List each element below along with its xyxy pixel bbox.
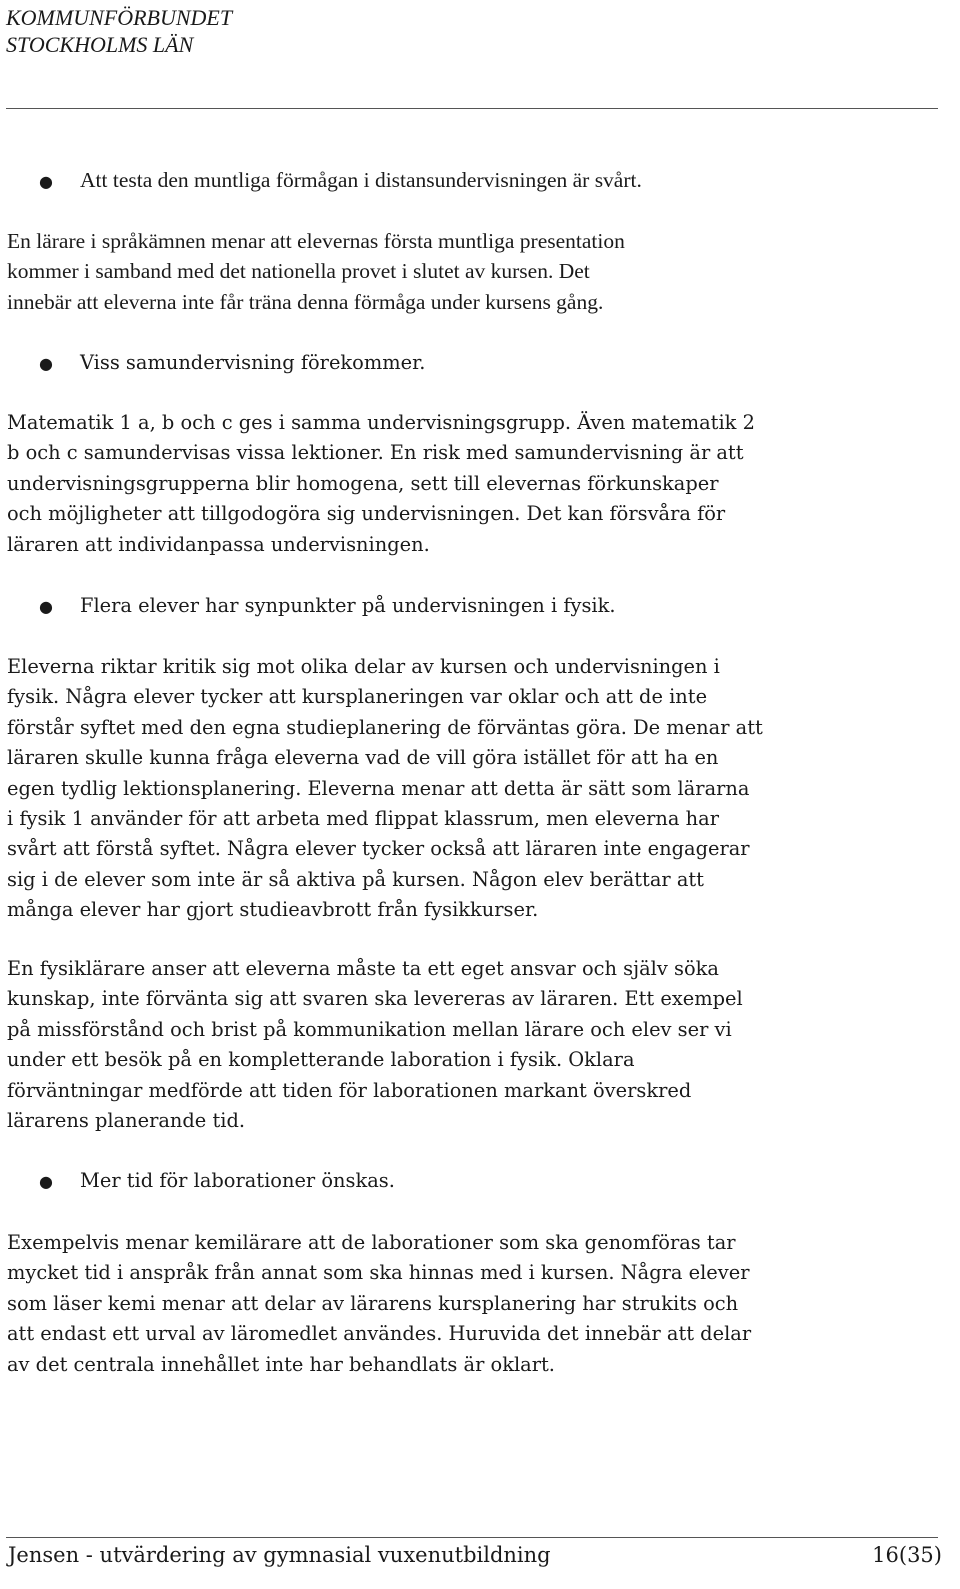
paragraph-line: kommer i samband med det nationella provet i slutet av kursen. Det: [7, 259, 590, 284]
bullet-text: Att testa den muntliga förmågan i distansundervisningen är svårt.: [80, 168, 642, 192]
bullet-item: [7, 1166, 395, 1197]
paragraph-line: Matematik 1 a, b och c ges i samma undervisningsgrupp. Även matematik 2: [7, 411, 755, 434]
paragraph: [7, 408, 807, 560]
header-organization-line2: STOCKHOLMS LÄN: [6, 32, 194, 57]
header-organization-line1: KOMMUNFÖRBUNDET: [6, 5, 233, 30]
paragraph-line: och möjligheter att tillgodogöra sig undervisningen. Det kan försvåra för: [7, 502, 726, 526]
paragraph-line: b och c samundervisas vissa lektioner. En risk med samundervisning är att: [7, 441, 744, 465]
paragraph-line: under ett besök på en kompletterande laboration i fysik. Oklara: [7, 1048, 635, 1072]
paragraph-line: sig i de elever som inte är så aktiva på kursen. Någon elev berättar att: [7, 867, 704, 891]
paragraph-line: på missförstånd och brist på kommunikation mellan lärare och elev ser vi: [7, 1017, 732, 1041]
paragraph: [7, 954, 807, 1136]
paragraph: [7, 652, 807, 926]
paragraph-line: som läser kemi menar att delar av lärarens kursplanering har strukits och: [7, 1291, 739, 1315]
bullet-item: [7, 348, 425, 379]
bullet-item: [7, 165, 642, 197]
bullet-item: [7, 591, 616, 622]
bullet-icon: ●: [39, 172, 53, 191]
paragraph-line: En lärare i språkämnen menar att elevernas första muntliga presentation: [7, 229, 625, 253]
footer-title: Jensen - utvärdering av gymnasial vuxenutbildning: [8, 1543, 551, 1567]
paragraph-line: av det centrala innehållet inte har behandlats är oklart.: [7, 1352, 555, 1376]
footer-divider: [6, 1537, 938, 1538]
bullet-text: Viss samundervisning förekommer.: [80, 351, 426, 374]
paragraph-line: egen tydlig lektionsplanering. Eleverna menar att detta är sätt som lärarna: [7, 776, 750, 800]
paragraph-line: En fysiklärare anser att eleverna måste ta ett eget ansvar och själv söka: [7, 957, 719, 980]
paragraph-line: fysik. Några elever tycker att kursplaneringen var oklar och att de inte: [7, 685, 708, 709]
bullet-text: Flera elever har synpunkter på undervisningen i fysik.: [80, 594, 616, 617]
paragraph-line: undervisningsgrupperna blir homogena, sett till elevernas förkunskaper: [7, 471, 719, 495]
paragraph-line: Eleverna riktar kritik sig mot olika delar av kursen och undervisningen i: [7, 655, 720, 678]
paragraph-line: innebär att eleverna inte får träna denna förmåga under kursens gång.: [7, 289, 604, 314]
paragraph-line: mycket tid i anspråk från annat som ska hinnas med i kursen. Några elever: [7, 1261, 750, 1285]
paragraph: [7, 1228, 807, 1380]
paragraph-line: läraren att individanpassa undervisningen.: [7, 532, 430, 556]
paragraph-line: kunskap, inte förvänta sig att svaren ska levereras av läraren. Ett exempel: [7, 987, 743, 1011]
paragraph-line: att endast ett urval av läromedlet användes. Huruvida det innebär att delar: [7, 1322, 752, 1346]
paragraph-line: många elever har gjort studieavbrott från fysikkurser.: [7, 898, 539, 922]
bullet-icon: ●: [39, 1172, 53, 1191]
page-number: 16(35): [872, 1543, 942, 1567]
paragraph: [7, 226, 807, 317]
paragraph-line: lärarens planerande tid.: [7, 1109, 246, 1133]
document-header: [6, 4, 232, 58]
paragraph-line: läraren skulle kunna fråga eleverna vad de vill göra istället för att ha en: [7, 746, 719, 770]
paragraph-line: svårt att förstå syftet. Några elever tycker också att läraren inte engagerar: [7, 837, 750, 861]
paragraph-line: i fysik 1 använder för att arbeta med flippat klassrum, men eleverna har: [7, 807, 719, 831]
bullet-icon: ●: [39, 597, 53, 616]
paragraph-line: förstår syftet med den egna studieplanering de förväntas göra. De menar att: [7, 715, 763, 739]
bullet-icon: ●: [39, 354, 53, 373]
header-divider: [6, 108, 938, 109]
paragraph-line: Exempelvis menar kemilärare att de laborationer som ska genomföras tar: [7, 1231, 736, 1254]
bullet-text: Mer tid för laborationer önskas.: [80, 1169, 395, 1192]
paragraph-line: förväntningar medförde att tiden för laborationen markant överskred: [7, 1078, 692, 1102]
